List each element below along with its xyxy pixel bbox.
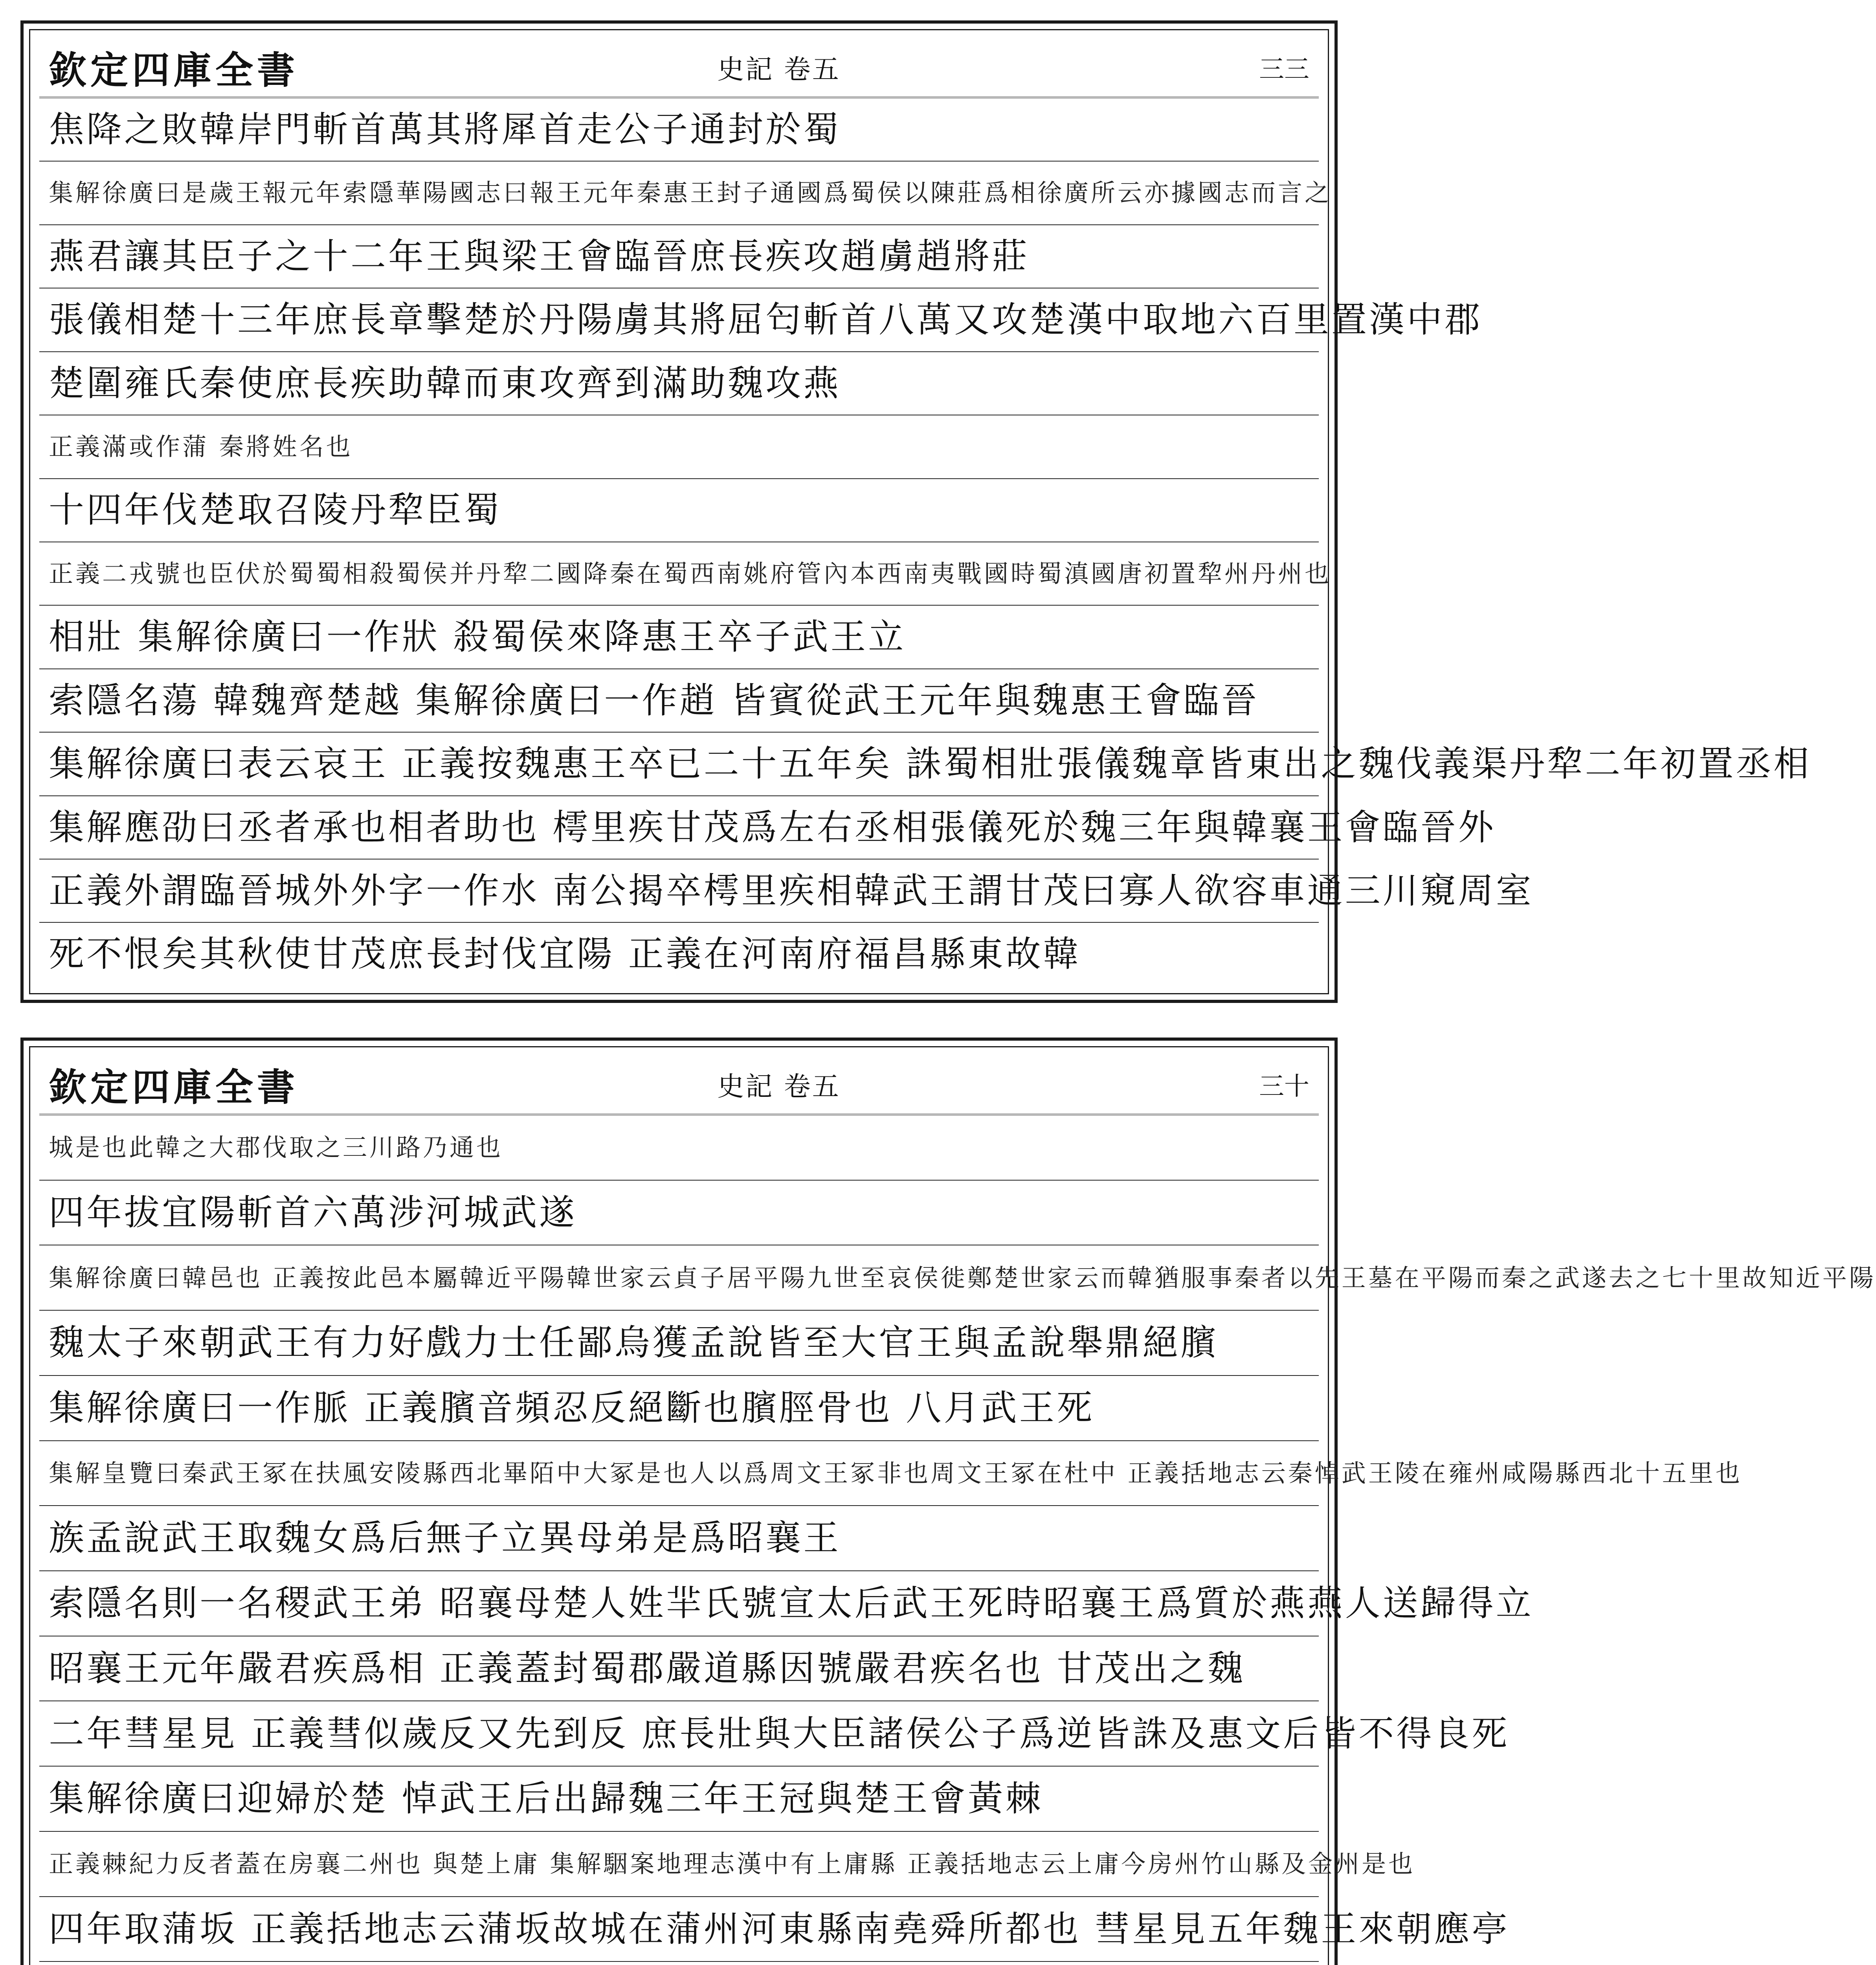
annotation-line: 正義二戎號也臣伏於蜀蜀相殺蜀侯并丹犂二國降秦在蜀西南姚府管內本西南夷戰國時蜀滇國唐初置犂州丹州也 bbox=[39, 542, 1319, 606]
annotation-line: 集解皇覽曰秦武王冢在扶風安陵縣西北畢陌中大冢是也人以爲周文王冢非也周文王冢在杜中 正義括地志云秦悼武王陵在雍州咸陽縣西北十五里也 bbox=[39, 1441, 1319, 1506]
text-line: 燕君讓其臣子之十二年王與梁王會臨晉庶長疾攻趙虜趙將莊 bbox=[39, 225, 1319, 288]
text-line: 昭襄王元年嚴君疾爲相 正義蓋封蜀郡嚴道縣因號嚴君疾名也 甘茂出之魏 bbox=[39, 1636, 1319, 1702]
annotation-line: 正義棘紀力反者蓋在房襄二州也 與楚上庸 集解駰案地理志漢中有上庸縣 正義括地志云上庸今房州竹山縣及金州是也 bbox=[39, 1832, 1319, 1897]
volume-label: 史記 卷五 bbox=[717, 1071, 841, 1102]
text-line: 楚圍雍氏秦使庶長疾助韓而東攻齊到滿助魏攻燕 bbox=[39, 352, 1319, 415]
bottom-page-header bbox=[39, 1055, 1319, 1115]
text-line: 集解徐廣曰表云哀王 正義按魏惠王卒已二十五年矣 誅蜀相壯張儀魏章皆東出之魏伐義渠丹犂二年初置丞相 bbox=[39, 733, 1319, 796]
text-line: 集解應劭曰丞者承也相者助也 樗里疾甘茂爲左右丞相張儀死於魏三年與韓襄王會臨晉外 bbox=[39, 796, 1319, 859]
top-page-header bbox=[39, 38, 1319, 98]
text-line: 張儀相楚十三年庶長章擊楚於丹陽虜其將屈匄斬首八萬又攻楚漢中取地六百里置漢中郡 bbox=[39, 288, 1319, 352]
text-line: 魏太子來朝武王有力好戲力士任鄙烏獲孟說皆至大官王與孟說舉鼎絕臏 bbox=[39, 1311, 1319, 1376]
text-line: 索隱名蕩 韓魏齊楚越 集解徐廣曰一作趙 皆賓從武王元年與魏惠王會臨晉 bbox=[39, 669, 1319, 733]
bottom-page-text bbox=[39, 1055, 1876, 1965]
text-line: 族孟說武王取魏女爲后無子立異母弟是爲昭襄王 bbox=[39, 1506, 1319, 1571]
annotation-line: 城是也此韓之大郡伐取之三川路乃通也 bbox=[39, 1115, 1319, 1181]
text-line: 集解徐廣曰迎婦於楚 悼武王后出歸魏三年王冠與楚王會黃棘 bbox=[39, 1767, 1319, 1832]
volume-label: 史記 卷五 bbox=[717, 54, 841, 85]
annotation-line: 正義滿或作蒲 秦將姓名也 bbox=[39, 415, 1319, 479]
text-line: 集解徐廣曰一作脈 正義臏音頻忍反絕斷也臏脛骨也 八月武王死 bbox=[39, 1376, 1319, 1441]
folio-number: 三十 bbox=[1259, 1072, 1309, 1101]
text-line: 四年拔宜陽斬首六萬涉河城武遂 bbox=[39, 1181, 1319, 1246]
annotation-line: 集解徐廣曰韓邑也 正義按此邑本屬韓近平陽韓世家云貞子居平陽九世至哀侯徙鄭楚世家云而韓猶服事秦者以先王墓在平陽而秦之武遂去之七十里故知近平陽 bbox=[39, 1245, 1319, 1311]
text-line: 相壯 集解徐廣曰一作狀 殺蜀侯來降惠王卒子武王立 bbox=[39, 606, 1319, 669]
text-line: 焦降之敗韓岸門斬首萬其將犀首走公子通封於蜀 bbox=[39, 98, 1319, 162]
bottom-page-panel bbox=[20, 1038, 1876, 1965]
book-title: 欽定四庫全書 bbox=[49, 1065, 299, 1109]
text-line: 索隱名則一名稷武王弟 昭襄母楚人姓羋氏號宣太后武王死時昭襄王爲質於燕燕人送歸得立 bbox=[39, 1571, 1319, 1636]
folio-number: 三三 bbox=[1259, 55, 1309, 84]
book-title: 欽定四庫全書 bbox=[49, 48, 299, 92]
text-line: 十四年伐楚取召陵丹犂臣蜀 bbox=[39, 479, 1319, 542]
text-line bbox=[39, 1962, 1319, 1965]
text-line: 死不恨矣其秋使甘茂庶長封伐宜陽 正義在河南府福昌縣東故韓 bbox=[49, 933, 1081, 975]
annotation-line: 集解徐廣曰是歲王報元年索隱華陽國志曰報王元年秦惠王封子通國爲蜀侯以陳莊爲相徐廣所云亦據國志而言之 bbox=[39, 162, 1319, 225]
top-page-panel bbox=[20, 20, 1812, 1003]
text-line: 四年取蒲坂 正義括地志云蒲坂故城在蒲州河東縣南堯舜所都也 彗星見五年魏王來朝應亭 bbox=[39, 1897, 1319, 1962]
text-line: 二年彗星見 正義彗似歲反又先到反 庶長壯與大臣諸侯公子爲逆皆誅及惠文后皆不得良死 bbox=[39, 1701, 1319, 1767]
top-page-text bbox=[39, 38, 1812, 986]
text-line: 正義外謂臨晉城外外字一作水 南公揭卒樗里疾相韓武王謂甘茂曰寡人欲容車通三川窺周室 bbox=[39, 859, 1319, 923]
